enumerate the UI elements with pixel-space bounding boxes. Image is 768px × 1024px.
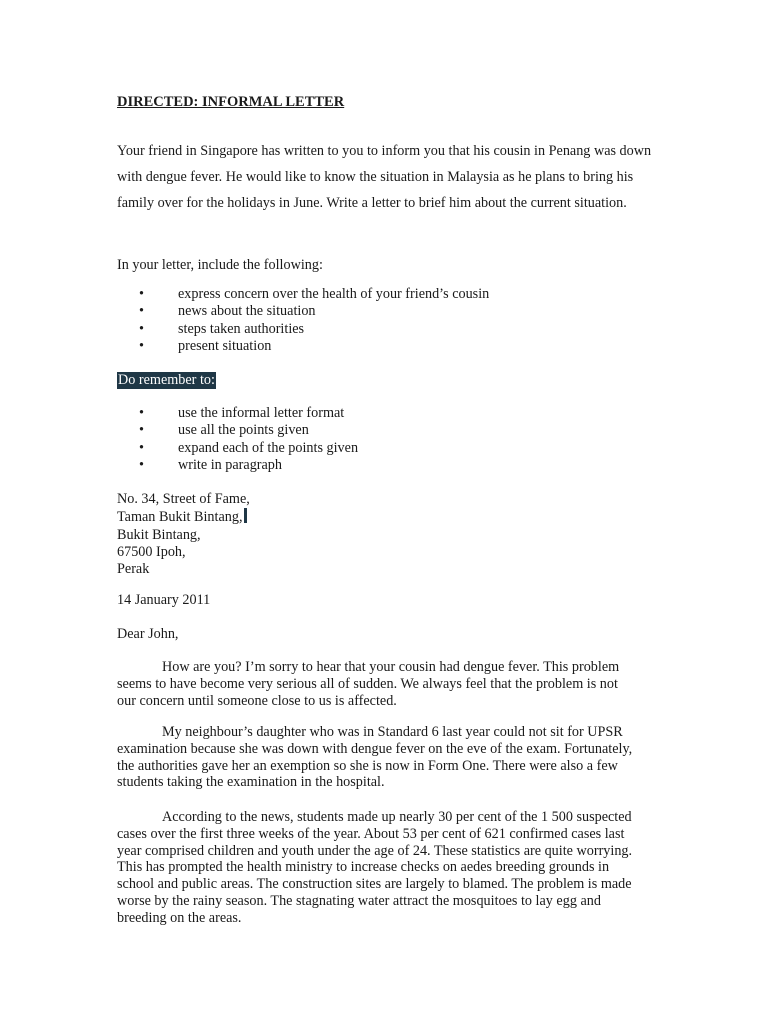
page-title: DIRECTED: INFORMAL LETTER	[117, 94, 345, 110]
body-paragraph: According to the news, students made up nearly 30 per cent of the 1 500 suspected cases over the first three weeks of the year. About 53 per cent of 621 confirmed cases last year comprised children and youth under the age of 24. These statistics are quite worrying. This has prompted the health ministry to increase checks on aedes breeding grounds in school and public areas. The construction sites are largely to blamed. The problem is made worse by the rainy season. The stagnating water attract the mosquitoes to lay egg and breeding on the areas.	[117, 809, 633, 926]
address-line: Perak	[117, 561, 150, 578]
list-item-text: express concern over the health of your friend’s cousin	[178, 286, 490, 302]
address-line: 67500 Ipoh,	[117, 543, 186, 560]
body-paragraph: My neighbour’s daughter who was in Standard 6 last year could not sit for UPSR examination because she was down with dengue fever on the eve of the exam. Fortunately, the authorities gave her an exemption so she is now in Form One. There were also a few students taking the examination in the hospital.	[117, 724, 633, 791]
address-line: Taman Bukit Bintang,	[117, 509, 243, 526]
bullet-icon: •	[139, 405, 144, 421]
letter-date: 14 January 2011	[117, 592, 211, 608]
bullet-icon: •	[139, 337, 144, 354]
greeting: Dear John,	[117, 626, 179, 642]
list-item-text: news about the situation	[178, 303, 316, 320]
bullet-icon: •	[139, 303, 144, 320]
body-paragraph: How are you? I’m sorry to hear that your cousin had dengue fever. This problem seems to have become very serious all of sudden. We always feel that the problem is not our concern until someone close to us is affected.	[117, 659, 620, 709]
list-item-text: expand each of the points given	[178, 439, 359, 456]
include-label: In your letter, include the following:	[117, 257, 323, 273]
bullet-icon: •	[139, 456, 144, 473]
text-cursor	[244, 508, 247, 523]
task-description: Your friend in Singapore has written to you to inform you that his cousin in Penang was down with dengue fever. He would like to know the situation in Malaysia as he plans to bring his family over for the holidays in June. Write a letter to brief him about the current situation.	[117, 143, 652, 211]
address-line: No. 34, Street of Fame,	[117, 491, 250, 507]
list-item-text: use all the points given	[178, 422, 309, 439]
sender-address	[117, 491, 250, 578]
bullet-icon: •	[139, 422, 144, 439]
bullet-icon: •	[139, 320, 144, 337]
list-item-text: steps taken authorities	[178, 320, 305, 337]
list-item-text: write in paragraph	[178, 456, 282, 473]
list-item-text: use the informal letter format	[178, 405, 345, 421]
list-item-text: present situation	[178, 337, 272, 354]
bullet-icon: •	[139, 286, 144, 302]
bullet-icon: •	[139, 439, 144, 456]
address-line: Bukit Bintang,	[117, 526, 201, 543]
remember-label[interactable]: Do remember to:	[118, 372, 215, 388]
address-line-with-cursor[interactable]	[117, 508, 250, 526]
